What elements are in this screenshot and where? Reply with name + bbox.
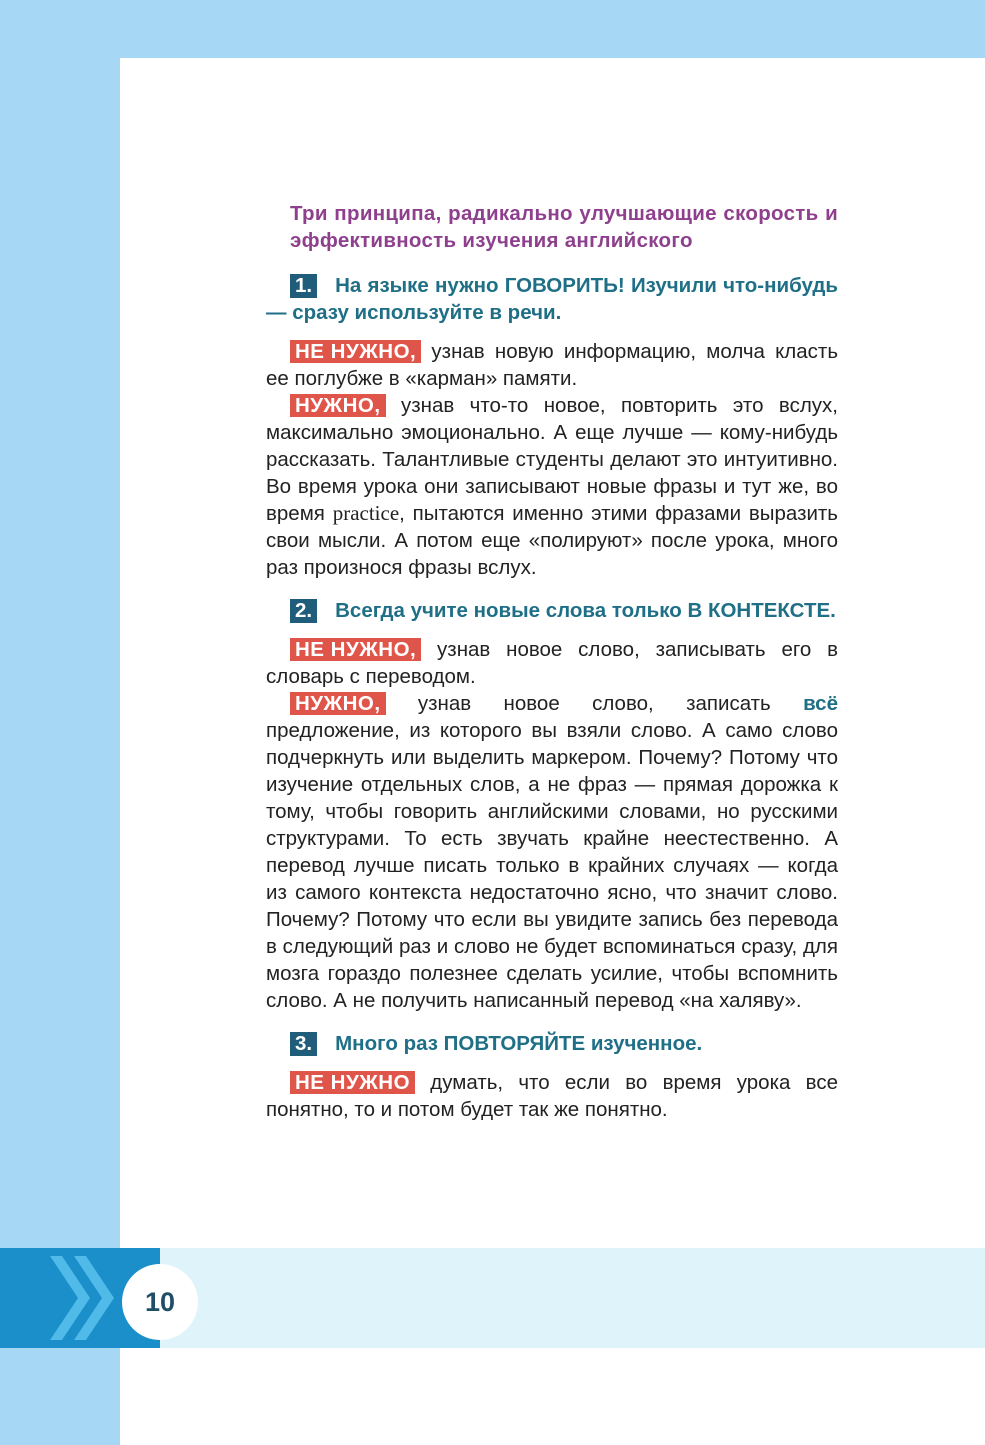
not-needed-text: узнав новую информацию, молча класть ее поглубже в «карман» памяти. (266, 340, 838, 390)
footer-band (120, 1248, 985, 1348)
principle-3-number: 3. (290, 1032, 317, 1056)
not-needed-tag: НЕ НУЖНО, (290, 638, 421, 661)
accent-word: всё (803, 692, 838, 715)
principle-1-needed (266, 392, 838, 581)
needed-tag: НУЖНО, (290, 394, 386, 417)
needed-text-before: узнав новое слово, записать (385, 692, 804, 715)
principle-2-heading (266, 597, 838, 624)
intro-heading: Три принципа, радикально улучшающие скорость и эффективность изучения английского (290, 202, 838, 252)
not-needed-tag: НЕ НУЖНО, (290, 340, 421, 363)
not-needed-tag: НЕ НУЖНО (290, 1071, 415, 1094)
principle-1-number: 1. (290, 274, 317, 298)
not-needed-text: думать, что если во время урока все понятно, то и потом будет так же понятно. (266, 1071, 838, 1121)
page-content (266, 200, 838, 1123)
double-chevron-right-icon (40, 1250, 120, 1346)
not-needed-text: узнав новое слово, записывать его в словарь с переводом. (266, 638, 838, 688)
principle-2-not-needed (266, 636, 838, 690)
principle-1-heading (266, 272, 838, 326)
principle-3-heading (266, 1030, 838, 1057)
needed-text-before: узнав что-то новое, повторить это вслух, максимально эмоционально. А еще лучше — кому-нибудь рассказать. Талантливые студенты делают это интуитивно. Во время урока они записывают новые фразы и тут же, во время (266, 394, 838, 525)
principle-3-not-needed (266, 1069, 838, 1123)
principle-2-title: Всегда учите новые слова только В КОНТЕКСТЕ. (335, 599, 836, 622)
needed-text-after: предложение, из которого вы взяли слово. А само слово подчеркнуть или выделить маркером. Почему? Потому что изучение отдельных слов, а не фраз — прямая дорожка к тому, чтобы говорить английскими словами, но русскими структурами. То есть звучать крайне неестественно. А перевод лучше писать только в крайних случаях — когда из самого контекста недостаточно ясно, что значит слово. Почему? Потому что если вы увидите запись без перевода в следующий раз и слово не будет вспоминаться сразу, для мозга гораздо полезнее сделать усилие, чтобы вспомнить слово. А не получить написанный перевод «на халяву». (266, 719, 838, 1012)
principle-2-number: 2. (290, 599, 317, 623)
principle-3-title: Много раз ПОВТОРЯЙТЕ изученное. (335, 1032, 703, 1055)
principle-2-needed (266, 690, 838, 1014)
principle-1-title: На языке нужно ГОВОРИТЬ! Изучили что-нибудь — сразу используйте в речи. (266, 274, 838, 324)
needed-text-after: , пытаются именно этими фразами выразить свои мысли. А потом еще «полируют» после урока, много раз произнося фразы вслух. (266, 502, 838, 579)
english-word: practice (332, 501, 400, 525)
needed-tag: НУЖНО, (290, 692, 386, 715)
principle-1-not-needed (266, 338, 838, 392)
page-number: 10 (144, 1286, 176, 1317)
page-number-badge (122, 1264, 198, 1340)
